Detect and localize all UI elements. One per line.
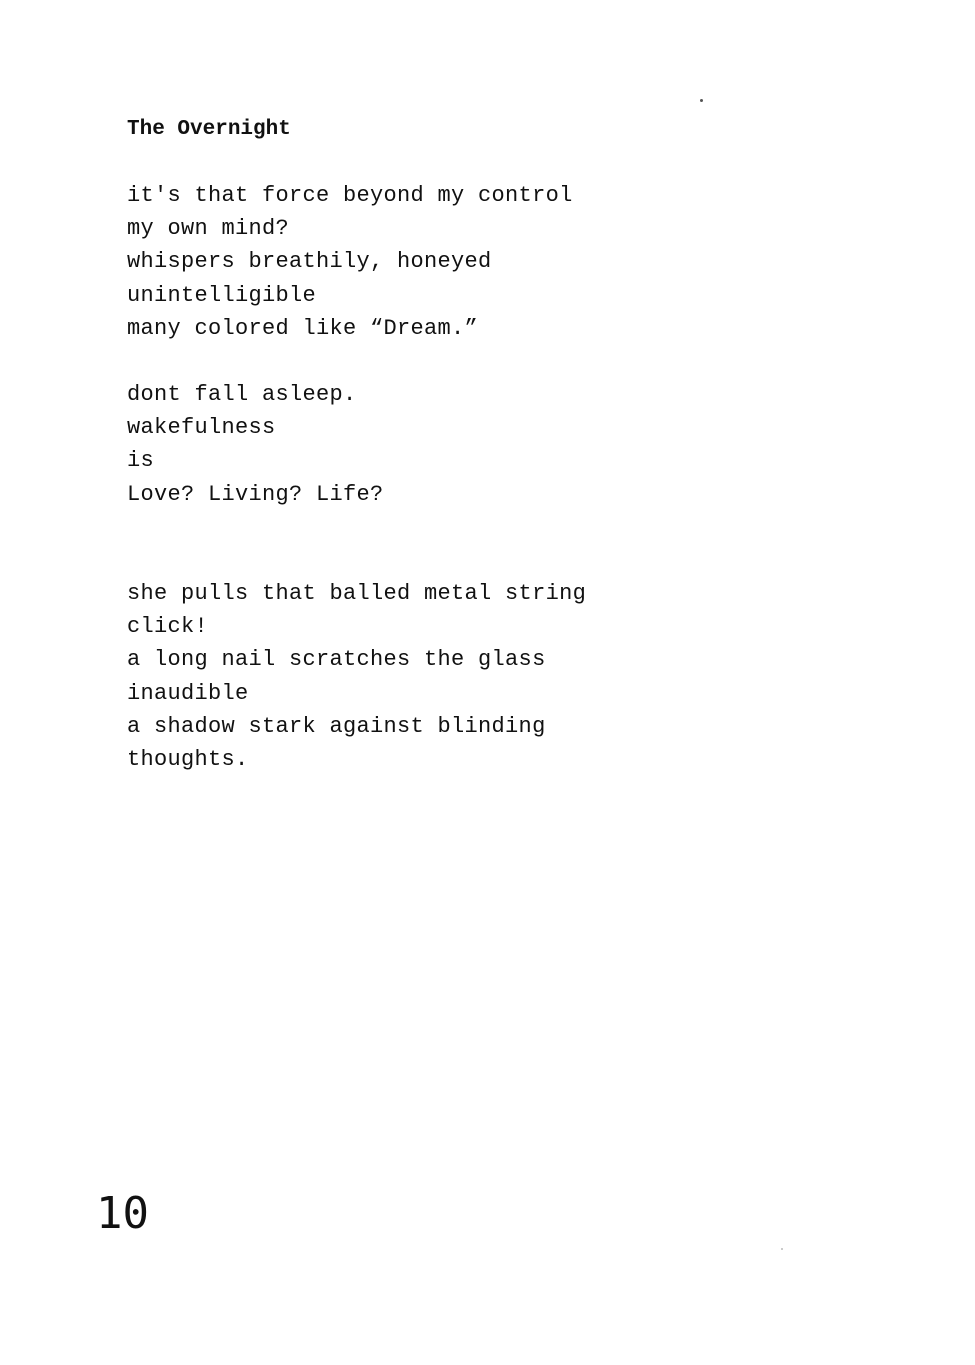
poem-line: Love? Living? Life? bbox=[127, 481, 384, 507]
poem-line: whispers breathily, honeyed bbox=[127, 249, 492, 275]
poem-line: is bbox=[127, 448, 155, 474]
poem-line: many colored like “Dream.” bbox=[127, 315, 479, 341]
poem-line: thoughts. bbox=[127, 747, 249, 773]
poem-line: inaudible bbox=[127, 680, 249, 706]
poem-line: dont fall asleep. bbox=[127, 382, 357, 407]
poem-line: unintelligible bbox=[127, 282, 317, 308]
stanza-3 bbox=[127, 577, 586, 776]
poem-line: click! bbox=[127, 614, 209, 640]
stanza-2 bbox=[127, 378, 384, 511]
poem-line: a long nail scratches the glass bbox=[127, 647, 546, 673]
scan-speck bbox=[781, 1248, 783, 1250]
poem-line: my own mind? bbox=[127, 216, 290, 242]
scan-speck bbox=[700, 99, 703, 102]
poem-line: it's that force beyond my control bbox=[127, 183, 573, 208]
page-number: 10 bbox=[96, 1188, 149, 1239]
poem-line: she pulls that balled metal string bbox=[127, 581, 587, 606]
poem-line: a shadow stark against blinding bbox=[127, 713, 546, 739]
poem-line: wakefulness bbox=[127, 415, 276, 441]
poem-title: The Overnight bbox=[127, 118, 291, 141]
stanza-1 bbox=[127, 179, 573, 345]
